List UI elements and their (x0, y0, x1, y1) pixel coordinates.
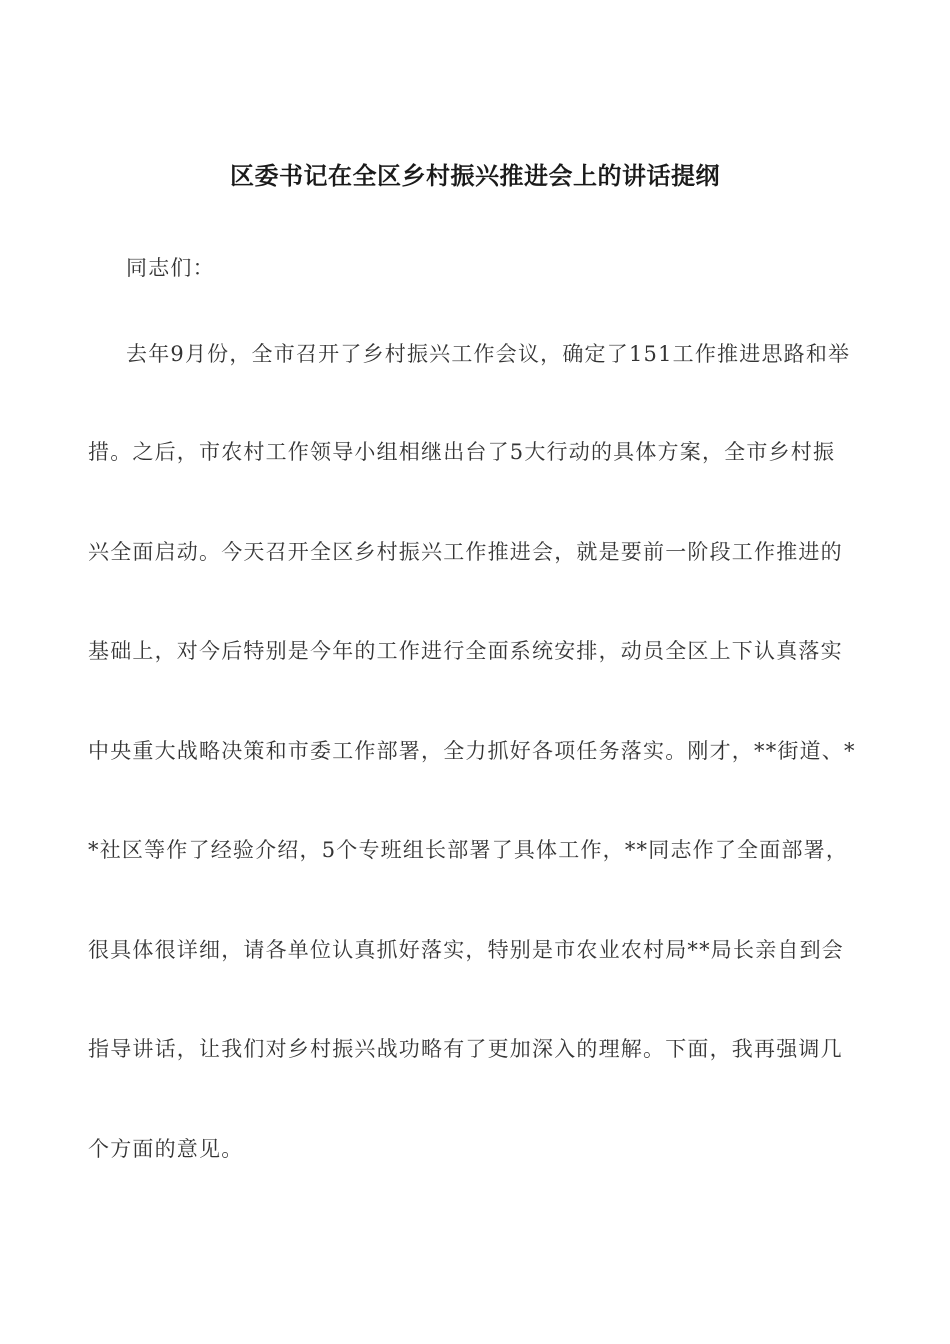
salutation: 同志们： (126, 256, 215, 280)
paragraph-line-1: 去年9月份，全市召开了乡村振兴工作会议，确定了151工作推进思路和举 (126, 342, 851, 366)
document-title: 区委书记在全区乡村振兴推进会上的讲话提纲 (230, 162, 720, 190)
paragraph-line-5: 中央重大战略决策和市委工作部署，全力抓好各项任务落实。刚才，**街道、* (88, 739, 856, 763)
paragraph-line-9: 个方面的意见。 (88, 1137, 244, 1161)
paragraph-line-8: 指导讲话，让我们对乡村振兴战功略有了更加深入的理解。下面，我再强调几 (88, 1037, 843, 1061)
paragraph-line-7: 很具体很详细，请各单位认真抓好落实，特别是市农业农村局**局长亲自到会 (88, 938, 844, 962)
paragraph-line-6: *社区等作了经验介绍，5个专班组长部署了具体工作，**同志作了全面部署， (88, 838, 849, 862)
paragraph-line-2: 措。之后，市农村工作领导小组相继出台了5大行动的具体方案，全市乡村振 (88, 440, 836, 464)
paragraph-line-4: 基础上，对今后特别是今年的工作进行全面系统安排，动员全区上下认真落实 (88, 639, 843, 663)
paragraph-line-3: 兴全面启动。今天召开全区乡村振兴工作推进会，就是要前一阶段工作推进的 (88, 540, 843, 564)
